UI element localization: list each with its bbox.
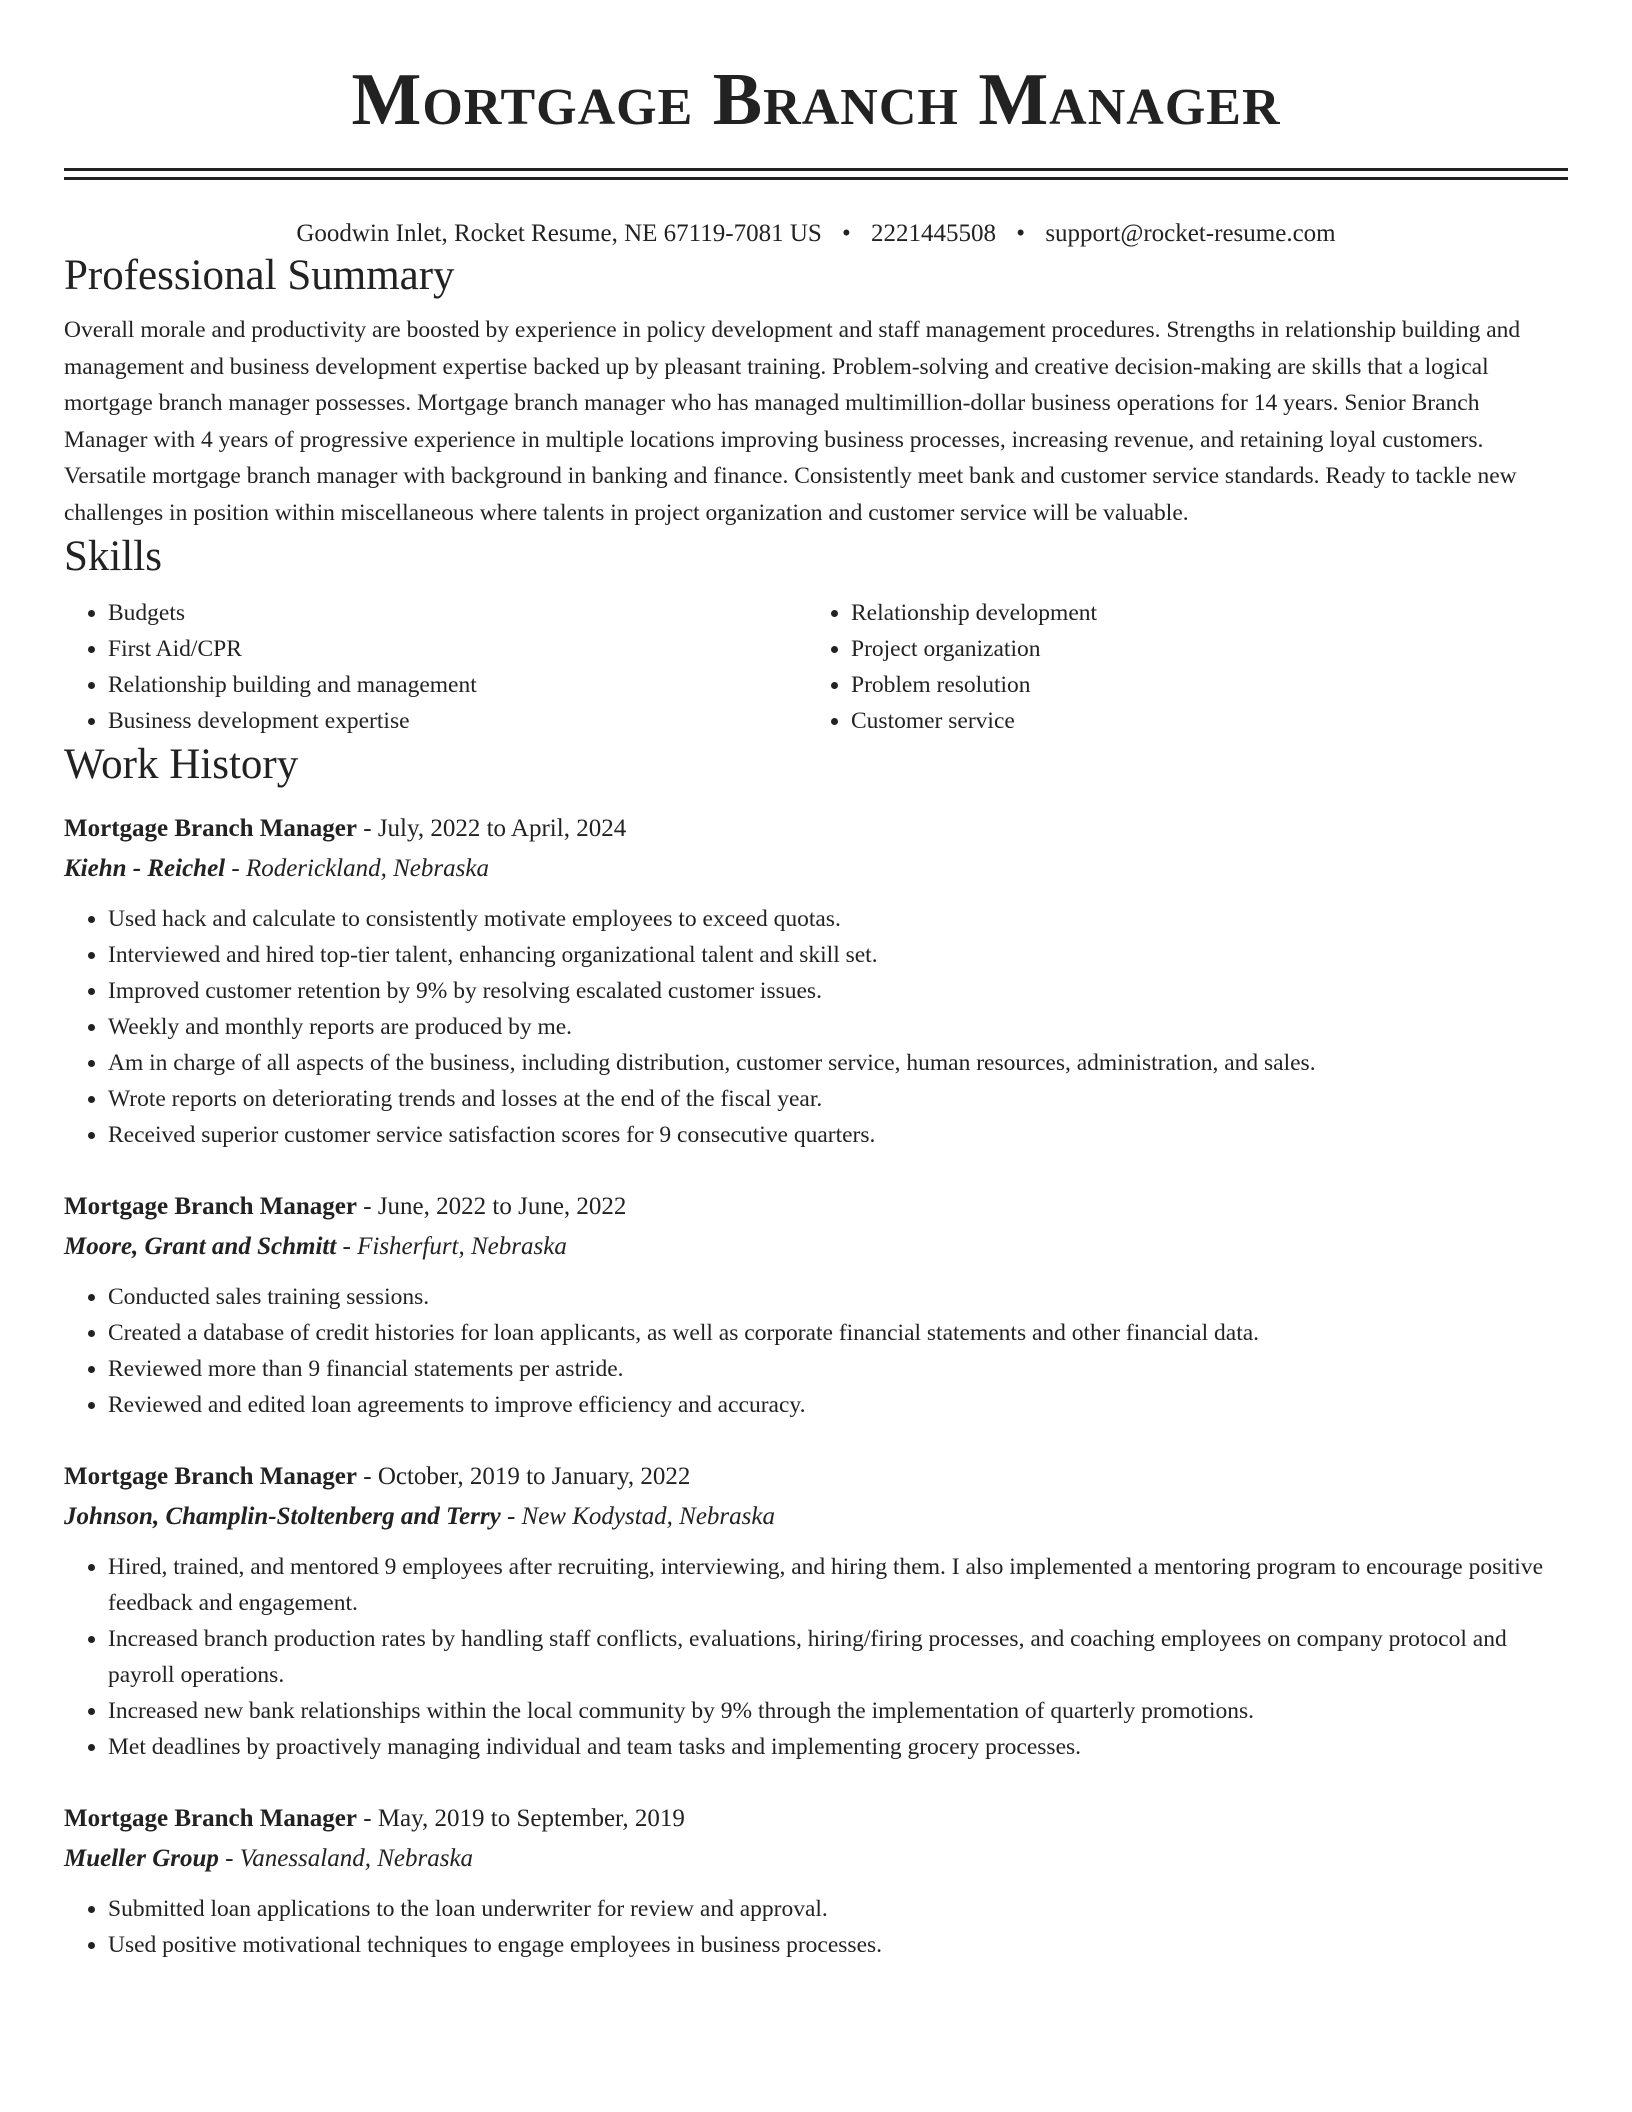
- skill-item: • Relationship building and management: [108, 667, 807, 703]
- job-company-line: [64, 1497, 1568, 1537]
- dash: -: [218, 1845, 240, 1872]
- job-title: Mortgage Branch Manager: [64, 1193, 357, 1220]
- job-title-line: [64, 1457, 1568, 1497]
- job-location: Vanessaland, Nebraska: [239, 1845, 474, 1872]
- work-history-heading: Work History: [64, 741, 299, 788]
- job-bullet: • Am in charge of all aspects of the business, including distribution, customer service, human resources, administration, and sales.: [108, 1045, 1568, 1081]
- job-title-line: [64, 809, 1568, 849]
- job-company-line: [64, 1839, 1568, 1879]
- skill-item: • Business development expertise: [108, 703, 807, 739]
- job-bullet: • Created a database of credit histories for loan applicants, as well as corporate financial statements and other financial data.: [108, 1315, 1568, 1351]
- contact-separator: •: [842, 220, 851, 247]
- job-company: Johnson, Champlin-Stoltenberg and Terry: [64, 1503, 501, 1530]
- job-bullet: • Conducted sales training sessions.: [108, 1279, 1568, 1315]
- job-entry: [64, 1799, 1568, 1963]
- dash: -: [336, 1233, 358, 1260]
- summary-text: Overall morale and productivity are boosted by experience in policy development and staff management procedures. Strengths in relationship building and management and business development expertise backed up by pleasant training. Problem-solving and creative decision-making are skills that a logical mortgage branch manager possesses. Mortgage branch manager who has managed multimillion-dollar business operations for 14 years. Senior Branch Manager with 4 years of progressive experience in multiple locations improving business processes, increasing revenue, and retaining loyal customers. Versatile mortgage branch manager with background in banking and finance. Consistently meet bank and customer service standards. Ready to tackle new challenges in position within miscellaneous where talents in project organization and customer service will be valuable.: [64, 317, 1521, 526]
- job-bullet: • Hired, trained, and mentored 9 employees after recruiting, interviewing, and hiring them. I also implemented a mentoring program to encourage positive feedback and engagement.: [108, 1549, 1568, 1621]
- contact-phone: 2221445508: [871, 220, 997, 247]
- contact-separator: •: [1016, 220, 1026, 247]
- job-title: Mortgage Branch Manager: [64, 1805, 357, 1832]
- job-location: Fisherfurt, Nebraska: [357, 1233, 567, 1260]
- job-dates: October, 2019 to January, 2022: [377, 1463, 691, 1490]
- dash: -: [356, 1805, 378, 1832]
- job-bullet: • Interviewed and hired top-tier talent, enhancing organizational talent and skill set.: [108, 937, 1568, 973]
- skill-item: • Relationship development: [851, 595, 1551, 631]
- skill-item: • Problem resolution: [851, 667, 1551, 703]
- job-entry: [64, 809, 1568, 1153]
- job-bullets: [64, 901, 1568, 1153]
- job-bullet: • Increased new bank relationships within the local community by 9% through the implementation of quarterly promotions.: [108, 1693, 1568, 1729]
- contact-email: support@rocket-resume.com: [1045, 220, 1336, 247]
- job-location: Roderickland, Nebraska: [245, 855, 489, 882]
- job-dates: July, 2022 to April, 2024: [377, 815, 627, 842]
- job-title: Mortgage Branch Manager: [64, 1463, 357, 1490]
- job-title: Mortgage Branch Manager: [64, 815, 357, 842]
- job-company: Moore, Grant and Schmitt: [64, 1233, 337, 1260]
- header-rule-top: [64, 168, 1568, 171]
- job-company: Kiehn - Reichel: [64, 855, 226, 882]
- job-company: Mueller Group: [64, 1845, 219, 1872]
- skills-columns: [64, 595, 1568, 739]
- contact-address: Goodwin Inlet, Rocket Resume, NE 67119-7081 US: [296, 220, 822, 247]
- job-bullet: • Increased branch production rates by handling staff conflicts, evaluations, hiring/firing processes, and coaching employees on company protocol and payroll operations.: [108, 1621, 1568, 1693]
- skill-item: • Budgets: [108, 595, 807, 631]
- job-dates: May, 2019 to September, 2019: [377, 1805, 685, 1832]
- dash: -: [356, 815, 378, 842]
- job-bullets: [64, 1891, 1568, 1963]
- contact-line: [64, 218, 1568, 250]
- skills-list-right: [807, 595, 1551, 739]
- resume-page: [64, 0, 1568, 1963]
- job-title-line: [64, 1187, 1568, 1227]
- dash: -: [225, 855, 246, 882]
- job-company-line: [64, 849, 1568, 889]
- job-bullet: • Reviewed and edited loan agreements to improve efficiency and accuracy.: [108, 1387, 1568, 1423]
- dash: -: [356, 1193, 378, 1220]
- job-dates: June, 2022 to June, 2022: [377, 1193, 627, 1220]
- job-bullet: • Reviewed more than 9 financial statements per astride.: [108, 1351, 1568, 1387]
- skill-item: • Customer service: [851, 703, 1551, 739]
- job-bullet: • Submitted loan applications to the loan underwriter for review and approval.: [108, 1891, 1568, 1927]
- job-location: New Kodystad, Nebraska: [521, 1503, 775, 1530]
- skills-heading: Skills: [64, 533, 162, 580]
- summary-heading: Professional Summary: [64, 252, 455, 299]
- job-bullet: • Used positive motivational techniques to engage employees in business processes.: [108, 1927, 1568, 1963]
- resume-name-title: Mortgage Branch Manager: [351, 59, 1281, 141]
- dash: -: [500, 1503, 522, 1530]
- job-bullet: • Met deadlines by proactively managing individual and team tasks and implementing grocery processes.: [108, 1729, 1568, 1765]
- header-rule-bottom: [64, 177, 1568, 180]
- job-bullets: [64, 1549, 1568, 1765]
- job-entry: [64, 1457, 1568, 1765]
- job-bullet: • Weekly and monthly reports are produced by me.: [108, 1009, 1568, 1045]
- skills-list-left: [64, 595, 807, 739]
- dash: -: [356, 1463, 378, 1490]
- job-bullets: [64, 1279, 1568, 1423]
- job-company-line: [64, 1227, 1568, 1267]
- job-bullet: • Received superior customer service satisfaction scores for 9 consecutive quarters.: [108, 1117, 1568, 1153]
- job-bullet: • Used hack and calculate to consistently motivate employees to exceed quotas.: [108, 901, 1568, 937]
- job-entry: [64, 1187, 1568, 1423]
- job-bullet: • Wrote reports on deteriorating trends and losses at the end of the fiscal year.: [108, 1081, 1568, 1117]
- job-bullet: • Improved customer retention by 9% by resolving escalated customer issues.: [108, 973, 1568, 1009]
- skill-item: • Project organization: [851, 631, 1551, 667]
- job-title-line: [64, 1799, 1568, 1839]
- skill-item: • First Aid/CPR: [108, 631, 807, 667]
